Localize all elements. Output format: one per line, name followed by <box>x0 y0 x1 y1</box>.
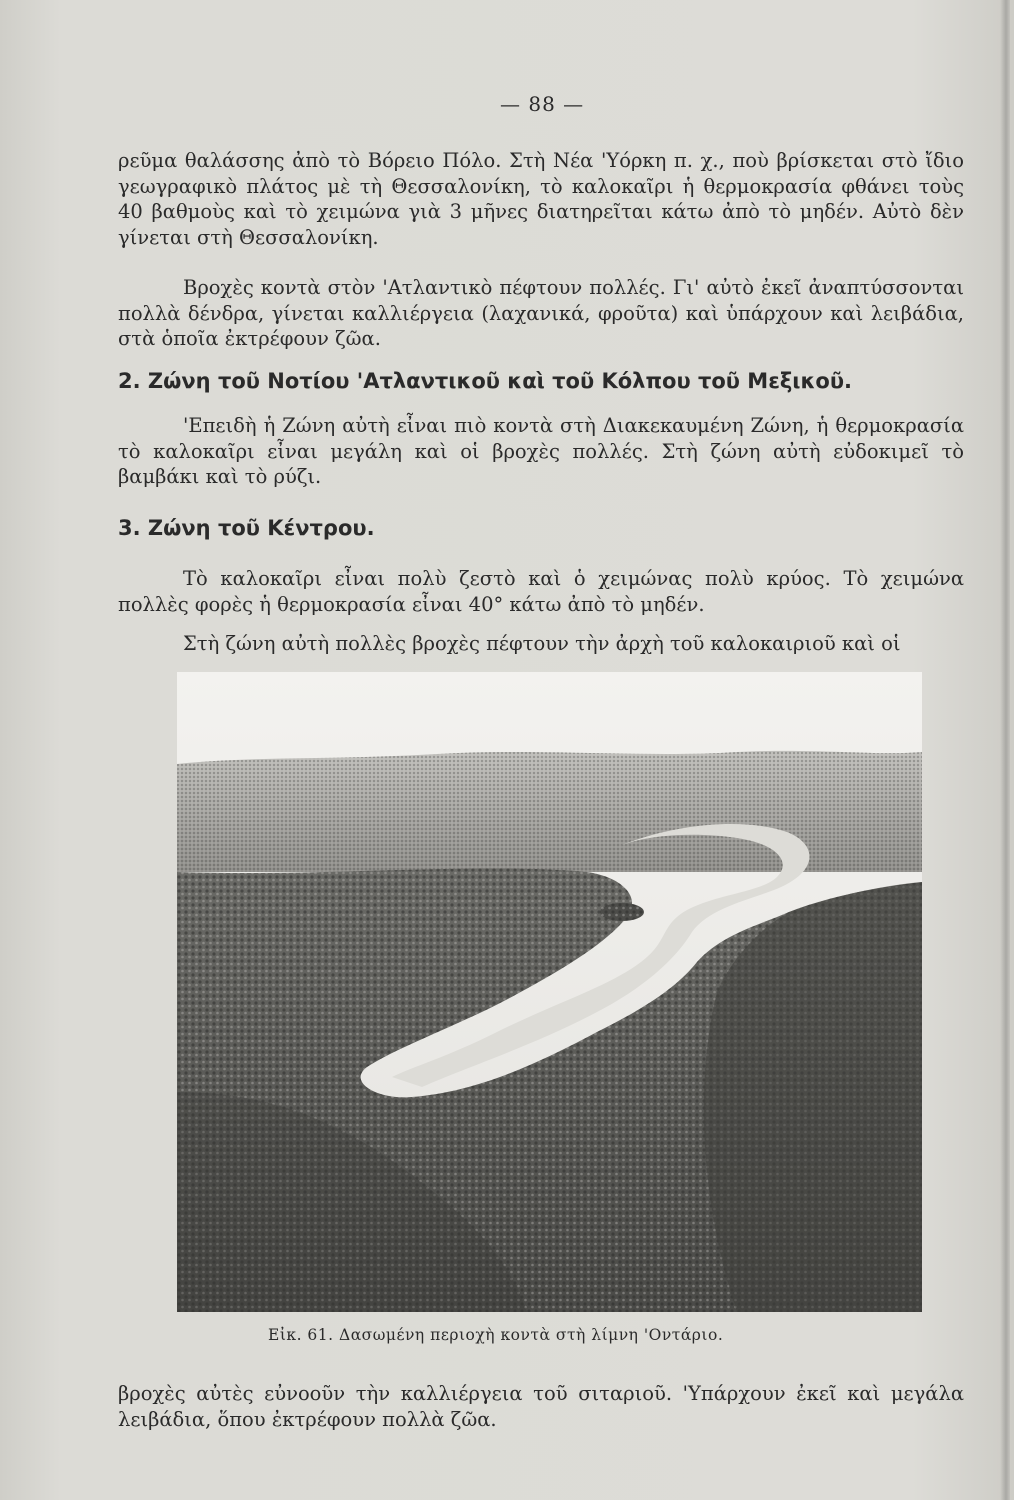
paragraph-center-rains-start: Στὴ ζώνη αὐτὴ πολλὲς βροχὲς πέφτουν τὴν ἀρχὴ τοῦ καλοκαιριοῦ καὶ οἱ <box>183 632 901 655</box>
page-number: — 88 — <box>500 92 585 116</box>
heading-center-zone: 3. Ζώνη τοῦ Κέντρου. <box>118 516 375 540</box>
heading-south-atlantic-zone: 2. Ζώνη τοῦ Νοτίου 'Ατλαντικοῦ καὶ τοῦ Κόλπου τοῦ Μεξικοῦ. <box>118 369 852 393</box>
paragraph-wheat-cultivation: βροχὲς αὐτὲς εὐνοοῦν τὴν καλλιέργεια τοῦ σιταριοῦ. 'Υπάρχουν ἐκεῖ καὶ μεγάλα λειβάδια, ὅπου ἐκτρέφουν πολλὰ ζῶα. <box>118 1382 964 1431</box>
figure-caption: Εἰκ. 61. Δασωμένη περιοχὴ κοντὰ στὴ λίμνη 'Οντάριο. <box>268 1326 724 1344</box>
paragraph-south-atlantic-climate: 'Επειδὴ ἡ Ζώνη αὐτὴ εἶναι πιὸ κοντὰ στὴ Διακεκαυμένη Ζώνη, ἡ θερμοκρασία τὸ καλοκαῖρι εἶναι μεγάλη καὶ οἱ βροχὲς πολλές. Στὴ ζώνη αὐτὴ εὐδοκιμεῖ τὸ βαμβάκι καὶ τὸ ρύζι. <box>118 414 964 488</box>
photo-far-forest-texture <box>177 751 922 872</box>
paragraph-atlantic-rains: Βροχὲς κοντὰ στὸν 'Ατλαντικὸ πέφτουν πολλές. Γι' αὐτὸ ἐκεῖ ἀναπτύσσονται πολλὰ δένδρα, γίνεται καλλιέργεια (λαχανικά, φροῦτα) καὶ ὑπάρχουν καὶ λειβάδια, στὰ ὁποῖα ἐκτρέφουν ζῶα. <box>118 276 964 350</box>
page-fold-shadow <box>1000 0 1010 1500</box>
paragraph-new-york-climate: ρεῦμα θαλάσσης ἀπὸ τὸ Βόρειο Πόλο. Στὴ Νέα 'Υόρκη π. χ., ποὺ βρίσκεται στὸ ἴδιο γεωγραφικὸ πλάτος μὲ τὴ Θεσσαλονίκη, τὸ καλοκαῖρι ἡ θερμοκρασία φθάνει τοὺς 40 βαθμοὺς καὶ τὸ χειμώνα γιὰ 3 μῆνες διατηρεῖται κάτω ἀπὸ τὸ μηδέν. Αὐτὸ δὲν γίνεται στὴ Θεσσαλονίκη. <box>118 149 964 249</box>
forest-lake-photo <box>177 672 922 1312</box>
paragraph-center-climate: Τὸ καλοκαῖρι εἶναι πολὺ ζεστὸ καὶ ὁ χειμώνας πολὺ κρύος. Τὸ χειμώνα πολλὲς φορὲς ἡ θερμοκρασία εἶναι 40° κάτω ἀπὸ τὸ μηδέν. <box>118 567 964 616</box>
photo-island-texture <box>600 903 644 921</box>
